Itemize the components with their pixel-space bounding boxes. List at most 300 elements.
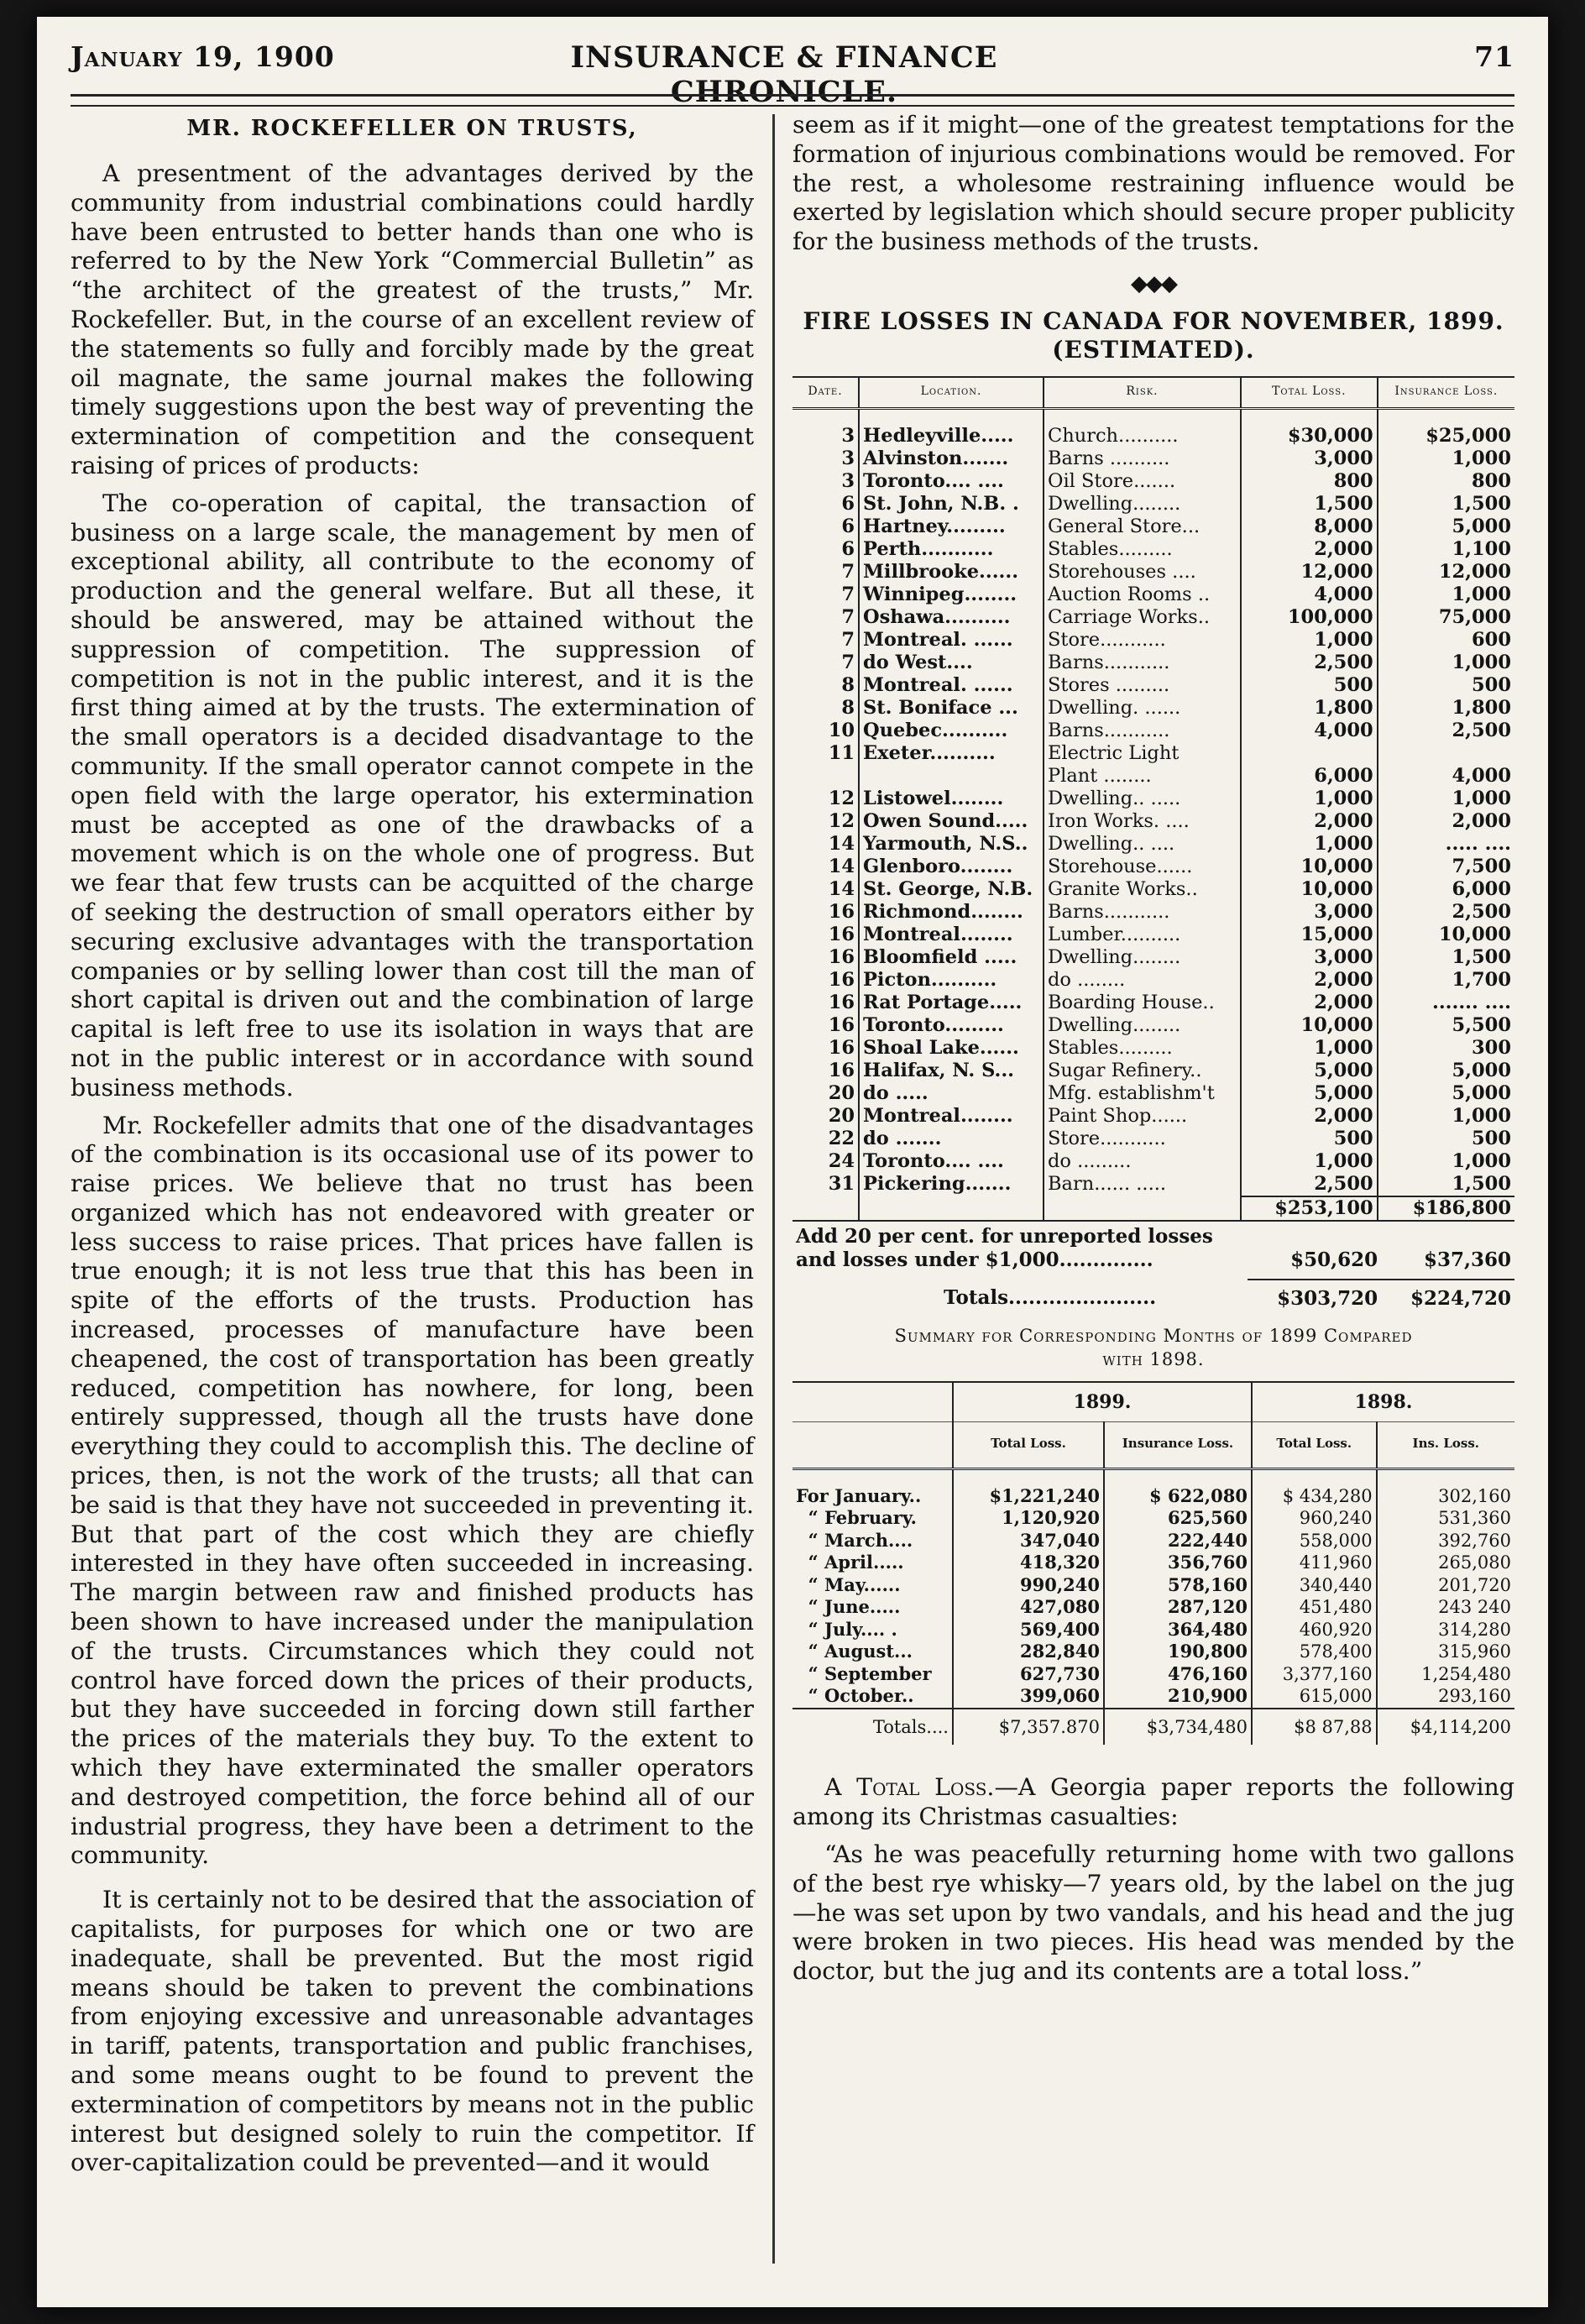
summary-cell-d: 314,280 xyxy=(1377,1619,1514,1641)
fire-cell-d: 10 xyxy=(828,719,855,741)
fire-cell-tot: 5,000 xyxy=(1241,1060,1378,1082)
fire-losses-table xyxy=(792,376,1514,1220)
fire-cell-loc: Montreal. ...... xyxy=(859,674,1044,697)
fire-cell-risk: Electric Light xyxy=(1044,742,1241,765)
fire-cell-loc: do ..... xyxy=(859,1082,1044,1105)
fire-cell-d: 7 xyxy=(841,628,855,651)
total-loss-heading: A Total Loss. xyxy=(824,1773,995,1802)
article-continuation: seem as if it might—one of the greatest temptations for the formation of injurious combinations would be removed. For the rest, a wholesome restraining influence would be exerted by legislation which should secure proper publicity for the business methods of the trusts. xyxy=(792,111,1514,256)
fire-cell-tot: 10,000 xyxy=(1241,1014,1378,1037)
summary-cell-d: 531,360 xyxy=(1377,1507,1514,1530)
summary-row xyxy=(792,1552,1514,1574)
fire-cell-risk: Barns........... xyxy=(1044,720,1241,742)
fire-cell-d: 6 xyxy=(841,515,855,537)
summary-row xyxy=(792,1641,1514,1663)
summary-cell-a: 627,730 xyxy=(953,1663,1104,1686)
article-paragraph: The co-operation of capital, the transaction of business on a large scale, the management by men of exceptional ability, all contribute to the economy of production and the general welfare. But all these, it should be answered, may be attained without the suppression of competition. The suppression of competition is not in the public interest, and it is the first thing aimed at by the trusts. The extermination of the small operators is a decided disadvantage to the community. If the small operator cannot compete in the open field with the large operator, his extermination must be accepted as one of the drawbacks of a movement which is on the whole one of progress. But we fear that few trusts can be acquitted of the charge of seeking the destruction of small operators either by securing exclusive advantages with the transportation companies or by selling lower than cost till the man of short capital is driven out and the combination of large capital is left free to use its isolation in ways that are not in the public interest or in accordance with sound business methods. xyxy=(71,489,754,1102)
summary-cell-c: 451,480 xyxy=(1252,1596,1377,1619)
right-column xyxy=(792,111,1514,1995)
fire-table-row xyxy=(792,408,1514,448)
total-loss-text: —A Georgia paper reports the following among its Christmas casualties: xyxy=(792,1773,1514,1831)
fire-cell-d: 8 xyxy=(841,673,855,696)
fire-table-row xyxy=(792,1082,1514,1105)
fire-cell-tot: 500 xyxy=(1241,1128,1378,1150)
summary-caption: Summary for Corresponding Months of 1899 Compared with 1898. xyxy=(894,1325,1413,1369)
fire-cell-d: 16 xyxy=(828,968,855,991)
summary-row xyxy=(792,1574,1514,1597)
fire-cell-d: 16 xyxy=(828,1059,855,1081)
fire-table-row xyxy=(792,584,1514,606)
fire-cell-tot: 10,000 xyxy=(1241,856,1378,878)
fire-table-row xyxy=(792,470,1514,493)
fire-cell-tot xyxy=(1241,742,1378,765)
col-date: Date. xyxy=(792,377,859,409)
fire-cell-tot: 2,000 xyxy=(1241,810,1378,833)
fire-table-row xyxy=(792,493,1514,516)
fire-cell-risk: Barns........... xyxy=(1044,901,1241,924)
fire-cell-d: 16 xyxy=(828,900,855,923)
summary-body xyxy=(792,1468,1514,1709)
fire-cell-risk: Barns .......... xyxy=(1044,448,1241,470)
summary-cell-b: 190,800 xyxy=(1104,1641,1252,1663)
fire-cell-risk: Oil Store....... xyxy=(1044,470,1241,493)
fire-cell-d: 22 xyxy=(828,1127,855,1149)
fire-table-row xyxy=(792,1060,1514,1082)
summary-cell-b: 476,160 xyxy=(1104,1663,1252,1686)
fire-cell-d: 16 xyxy=(828,945,855,968)
subtotal-total: $253,100 xyxy=(1241,1196,1378,1220)
summary-cell-c: 578,400 xyxy=(1252,1641,1377,1663)
fire-cell-d: 12 xyxy=(828,809,855,832)
fire-cell-loc: Toronto.... .... xyxy=(859,1150,1044,1173)
summary-cell-d: 315,960 xyxy=(1377,1641,1514,1663)
fire-cell-d: 16 xyxy=(828,1036,855,1059)
summary-cell-c: 3,377,160 xyxy=(1252,1663,1377,1686)
fire-cell-d: 16 xyxy=(828,991,855,1013)
fire-cell-ins: 5,000 xyxy=(1378,1082,1514,1105)
summary-total-c: $8 87,88 xyxy=(1252,1709,1377,1746)
summary-cell-m: “ June..... xyxy=(796,1596,901,1618)
fire-table-row xyxy=(792,969,1514,992)
fire-cell-ins: 1,100 xyxy=(1378,538,1514,561)
fire-cell-ins: 12,000 xyxy=(1378,561,1514,584)
fire-cell-ins: 7,500 xyxy=(1378,856,1514,878)
fire-cell-risk: Sugar Refinery.. xyxy=(1044,1060,1241,1082)
summary-cell-a: 1,120,920 xyxy=(953,1507,1104,1530)
fire-cell-risk: Iron Works. .... xyxy=(1044,810,1241,833)
sum-col: Total Loss. xyxy=(1252,1421,1377,1468)
fire-cell-tot: 2,000 xyxy=(1241,992,1378,1014)
add-line-2: and losses under $1,000.............. xyxy=(796,1248,1153,1271)
summary-row xyxy=(792,1468,1514,1507)
fire-cell-loc: Perth........... xyxy=(859,538,1044,561)
summary-row xyxy=(792,1596,1514,1619)
fire-cell-d: 20 xyxy=(828,1081,855,1104)
fire-table-row xyxy=(792,901,1514,924)
summary-cell-c: 340,440 xyxy=(1252,1574,1377,1597)
fire-cell-risk: Dwelling........ xyxy=(1044,946,1241,969)
summary-cell-a: 427,080 xyxy=(953,1596,1104,1619)
fire-cell-d xyxy=(792,765,859,788)
fire-cell-ins: 600 xyxy=(1378,629,1514,652)
fire-table-body xyxy=(792,408,1514,1196)
fire-cell-tot: 2,500 xyxy=(1241,652,1378,674)
summary-cell-b: 364,480 xyxy=(1104,1619,1252,1641)
fire-cell-risk: do ........ xyxy=(1044,969,1241,992)
fire-cell-ins: 1,800 xyxy=(1378,697,1514,720)
fire-cell-ins: ....... .... xyxy=(1378,992,1514,1014)
fire-cell-d: 7 xyxy=(841,651,855,673)
summary-cell-m: “ July.... . xyxy=(796,1618,897,1640)
summary-table xyxy=(792,1381,1514,1746)
fire-cell-d: 3 xyxy=(841,424,855,447)
summary-cell-b: 625,560 xyxy=(1104,1507,1252,1530)
fire-cell-tot: 8,000 xyxy=(1241,516,1378,538)
summary-cell-c: 960,240 xyxy=(1252,1507,1377,1530)
fire-cell-risk: Auction Rooms .. xyxy=(1044,584,1241,606)
add-total: $50,620 xyxy=(1290,1248,1378,1271)
fire-cell-ins: 500 xyxy=(1378,1128,1514,1150)
fire-cell-loc: Hartney......... xyxy=(859,516,1044,538)
total-loss-paragraph xyxy=(792,1773,1514,1832)
fire-cell-d: 7 xyxy=(841,583,855,605)
fire-cell-tot: 800 xyxy=(1241,470,1378,493)
fire-table-row xyxy=(792,629,1514,652)
fire-table-row xyxy=(792,878,1514,901)
fire-cell-tot: $30,000 xyxy=(1241,408,1378,448)
fire-cell-risk: Storehouse...... xyxy=(1044,856,1241,878)
fire-cell-risk: Lumber.......... xyxy=(1044,924,1241,946)
fire-cell-loc xyxy=(859,765,1044,788)
summary-cell-m: “ March.... xyxy=(796,1529,913,1551)
summary-cell-a: 282,840 xyxy=(953,1641,1104,1663)
fire-cell-loc: Owen Sound..... xyxy=(859,810,1044,833)
newspaper-page xyxy=(37,17,1548,2307)
column-rule xyxy=(772,114,775,2264)
fire-table-row xyxy=(792,538,1514,561)
fire-cell-risk: Mfg. establishm't xyxy=(1044,1082,1241,1105)
summary-cell-m: “ May...... xyxy=(796,1573,901,1595)
col-insurance-loss: Insurance Loss. xyxy=(1378,377,1514,409)
fire-cell-loc: Rat Portage..... xyxy=(859,992,1044,1014)
fire-cell-loc: Listowel........ xyxy=(859,788,1044,810)
fire-table-row xyxy=(792,516,1514,538)
fire-cell-risk: Stores ......... xyxy=(1044,674,1241,697)
fire-cell-loc: Oshawa.......... xyxy=(859,606,1044,629)
fire-cell-ins: 1,500 xyxy=(1378,493,1514,516)
fire-cell-loc: Toronto......... xyxy=(859,1014,1044,1037)
summary-cell-d: 243 240 xyxy=(1377,1596,1514,1619)
fire-table-row xyxy=(792,448,1514,470)
fire-cell-ins: 1,000 xyxy=(1378,788,1514,810)
fire-table-row xyxy=(792,946,1514,969)
fire-table-row xyxy=(792,652,1514,674)
fire-cell-d: 14 xyxy=(828,855,855,877)
fire-cell-risk: Dwelling.. .... xyxy=(1044,833,1241,856)
fire-cell-loc: Montreal........ xyxy=(859,1105,1044,1128)
fire-cell-tot: 10,000 xyxy=(1241,878,1378,901)
total-loss-quote: “As he was peacefully returning home with two gallons of the best rye whisky—7 years old, by the label on the jug—he was set upon by two vandals, and his head and the jug were broken in two pieces. His head was mended by the doctor, but the jug and its contents are a total loss.” xyxy=(792,1840,1514,1986)
fire-cell-ins: 300 xyxy=(1378,1037,1514,1060)
ornament-divider: ◆◆◆ xyxy=(1131,270,1176,296)
summary-cell-b: $ 622,080 xyxy=(1104,1468,1252,1507)
fire-cell-risk: Plant ........ xyxy=(1044,765,1241,788)
fire-table-row xyxy=(792,788,1514,810)
fire-table-row xyxy=(792,606,1514,629)
fire-cell-loc: Montreal. ...... xyxy=(859,629,1044,652)
fire-cell-loc: Winnipeg........ xyxy=(859,584,1044,606)
fire-cell-ins: 500 xyxy=(1378,674,1514,697)
fire-cell-ins: ..... .... xyxy=(1378,833,1514,856)
summary-row xyxy=(792,1685,1514,1709)
summary-cell-a: 399,060 xyxy=(953,1685,1104,1709)
fire-cell-d: 8 xyxy=(841,696,855,719)
summary-cell-a: $1,221,240 xyxy=(953,1468,1104,1507)
fire-cell-tot: 5,000 xyxy=(1241,1082,1378,1105)
fire-cell-tot: 3,000 xyxy=(1241,901,1378,924)
fire-cell-loc: Alvinston....... xyxy=(859,448,1044,470)
fire-cell-ins: 75,000 xyxy=(1378,606,1514,629)
summary-cell-c: 558,000 xyxy=(1252,1530,1377,1552)
fire-cell-d: 12 xyxy=(828,787,855,809)
sum-col: Ins. Loss. xyxy=(1377,1421,1514,1468)
fire-cell-ins: 5,500 xyxy=(1378,1014,1514,1037)
fire-cell-ins: 1,000 xyxy=(1378,584,1514,606)
fire-cell-ins: $25,000 xyxy=(1378,408,1514,448)
fire-cell-ins: 800 xyxy=(1378,470,1514,493)
col-risk: Risk. xyxy=(1044,377,1241,409)
fire-cell-ins: 2,500 xyxy=(1378,901,1514,924)
fire-cell-risk: Dwelling. ...... xyxy=(1044,697,1241,720)
summary-cell-d: 293,160 xyxy=(1377,1685,1514,1709)
fire-cell-risk: Barns........... xyxy=(1044,652,1241,674)
fire-cell-risk: General Store... xyxy=(1044,516,1241,538)
fire-table-row xyxy=(792,1014,1514,1037)
col-total-loss: Total Loss. xyxy=(1241,377,1378,409)
fire-cell-risk: Store........... xyxy=(1044,1128,1241,1150)
fire-cell-tot: 12,000 xyxy=(1241,561,1378,584)
fire-cell-d: 6 xyxy=(841,537,855,560)
summary-cell-b: 222,440 xyxy=(1104,1530,1252,1552)
fire-table-row xyxy=(792,742,1514,765)
fire-cell-risk: Church.......... xyxy=(1044,408,1241,448)
page-number: 71 xyxy=(1474,40,1514,73)
fire-table-row xyxy=(792,561,1514,584)
fire-cell-loc: Yarmouth, N.S.. xyxy=(859,833,1044,856)
summary-cell-a: 347,040 xyxy=(953,1530,1104,1552)
summary-cell-a: 990,240 xyxy=(953,1574,1104,1597)
fire-cell-loc: Bloomfield ..... xyxy=(859,946,1044,969)
additions-table xyxy=(792,1220,1514,1311)
sum-col: Total Loss. xyxy=(953,1421,1104,1468)
fire-cell-tot: 2,000 xyxy=(1241,969,1378,992)
summary-cell-a: 569,400 xyxy=(953,1619,1104,1641)
fire-cell-risk: Paint Shop...... xyxy=(1044,1105,1241,1128)
fire-cell-risk: Store........... xyxy=(1044,629,1241,652)
fire-cell-loc: Glenboro........ xyxy=(859,856,1044,878)
fire-cell-risk: Dwelling........ xyxy=(1044,1014,1241,1037)
fire-cell-loc: St. Boniface ... xyxy=(859,697,1044,720)
fire-cell-risk: Stables......... xyxy=(1044,1037,1241,1060)
fire-cell-tot: 2,000 xyxy=(1241,1105,1378,1128)
header-rule xyxy=(71,94,1514,107)
summary-total-a: $7,357.870 xyxy=(953,1709,1104,1746)
fire-cell-risk: Carriage Works.. xyxy=(1044,606,1241,629)
fire-table-row xyxy=(792,856,1514,878)
summary-cell-d: 201,720 xyxy=(1377,1574,1514,1597)
fire-table-row xyxy=(792,924,1514,946)
fire-cell-tot: 3,000 xyxy=(1241,448,1378,470)
fire-table-row xyxy=(792,833,1514,856)
fire-cell-risk: Barn...... ..... xyxy=(1044,1173,1241,1196)
summary-cell-a: 418,320 xyxy=(953,1552,1104,1574)
summary-cell-b: 287,120 xyxy=(1104,1596,1252,1619)
totals-total: $303,720 xyxy=(1277,1286,1378,1310)
fire-cell-tot: 2,500 xyxy=(1241,1173,1378,1196)
fire-cell-tot: 4,000 xyxy=(1241,720,1378,742)
fire-cell-d: 16 xyxy=(828,923,855,945)
fire-cell-d: 3 xyxy=(841,447,855,469)
fire-cell-d: 14 xyxy=(828,832,855,855)
fire-cell-tot: 2,000 xyxy=(1241,538,1378,561)
fire-cell-loc: Toronto.... .... xyxy=(859,470,1044,493)
year-1899: 1899. xyxy=(953,1382,1252,1422)
summary-cell-b: 356,760 xyxy=(1104,1552,1252,1574)
fire-table-row xyxy=(792,1173,1514,1196)
fire-table-row xyxy=(792,1128,1514,1150)
fire-cell-tot: 500 xyxy=(1241,674,1378,697)
summary-cell-m: “ April..... xyxy=(796,1552,904,1573)
fire-table-title: FIRE LOSSES IN CANADA FOR NOVEMBER, 1899. (ESTIMATED). xyxy=(803,306,1504,364)
article-paragraph: It is certainly not to be desired that the association of capitalists, for purposes for which one or two are inadequate, shall be prevented. But the most rigid means should be taken to prevent the combinations from enjoying excessive and unreasonable advantages in tariff, patents, transportation and public franchises, and some means ought to be found to prevent the extermination of competitors by means not in the public interest but designed solely to ruin the competitor. If over-capitalization could be prevented—and it would xyxy=(71,1886,754,2177)
fire-cell-tot: 1,000 xyxy=(1241,788,1378,810)
fire-table-row xyxy=(792,810,1514,833)
fire-cell-risk: do ......... xyxy=(1044,1150,1241,1173)
fire-cell-d: 11 xyxy=(828,741,855,764)
fire-cell-d: 6 xyxy=(841,492,855,515)
left-column xyxy=(71,111,754,2186)
fire-cell-loc: do ....... xyxy=(859,1128,1044,1150)
totals-label: Totals...................... xyxy=(944,1286,1157,1310)
summary-cell-b: 578,160 xyxy=(1104,1574,1252,1597)
fire-cell-ins: 1,000 xyxy=(1378,1105,1514,1128)
fire-cell-risk: Dwelling........ xyxy=(1044,493,1241,516)
fire-table-row xyxy=(792,697,1514,720)
fire-cell-loc: St. John, N.B. . xyxy=(859,493,1044,516)
fire-table-row xyxy=(792,674,1514,697)
fire-table-row xyxy=(792,1105,1514,1128)
fire-cell-ins: 2,000 xyxy=(1378,810,1514,833)
summary-row xyxy=(792,1507,1514,1530)
running-header xyxy=(71,40,1514,109)
fire-cell-ins: 5,000 xyxy=(1378,1060,1514,1082)
fire-cell-tot: 1,000 xyxy=(1241,833,1378,856)
fire-cell-ins: 10,000 xyxy=(1378,924,1514,946)
sum-col: Insurance Loss. xyxy=(1104,1421,1252,1468)
fire-table-row xyxy=(792,765,1514,788)
fire-cell-loc: Montreal........ xyxy=(859,924,1044,946)
add-insurance: $37,360 xyxy=(1423,1248,1511,1271)
add-line-1: Add 20 per cent. for unreported losses xyxy=(796,1224,1213,1248)
issue-date: January 19, 1900 xyxy=(71,40,335,73)
summary-cell-c: 411,960 xyxy=(1252,1552,1377,1574)
article-paragraph: A presentment of the advantages derived by the community from industrial combinations could hardly have been entrusted to better hands than one who is referred to by the New York “Commercial Bulletin” as “the architect of the greatest of the trusts,” Mr. Rockefeller. But, in the course of an excellent review of the statements so fully and forcibly made by the great oil magnate, the same journal makes the following timely suggestions upon the best way of preventing the extermination of competition and the consequent raising of prices of products: xyxy=(71,160,754,479)
summary-cell-c: 615,000 xyxy=(1252,1685,1377,1709)
fire-cell-loc: Quebec.......... xyxy=(859,720,1044,742)
fire-cell-d: 20 xyxy=(828,1104,855,1127)
fire-cell-ins: 4,000 xyxy=(1378,765,1514,788)
col-location: Location. xyxy=(859,377,1044,409)
fire-cell-d: 14 xyxy=(828,877,855,900)
summary-cell-d: 1,254,480 xyxy=(1377,1663,1514,1686)
fire-table-row xyxy=(792,992,1514,1014)
fire-cell-risk: Storehouses .... xyxy=(1044,561,1241,584)
subtotal-insurance: $186,800 xyxy=(1378,1196,1514,1220)
fire-cell-loc: Hedleyville..... xyxy=(859,408,1044,448)
fire-cell-d: 3 xyxy=(841,469,855,492)
fire-cell-loc: Halifax, N. S... xyxy=(859,1060,1044,1082)
fire-cell-tot: 4,000 xyxy=(1241,584,1378,606)
summary-cell-m: “ September xyxy=(796,1662,932,1684)
fire-cell-ins: 1,000 xyxy=(1378,652,1514,674)
fire-cell-d: 16 xyxy=(828,1013,855,1036)
fire-cell-tot: 15,000 xyxy=(1241,924,1378,946)
fire-cell-loc: Picton.......... xyxy=(859,969,1044,992)
summary-cell-d: 265,080 xyxy=(1377,1552,1514,1574)
summary-cell-d: 392,760 xyxy=(1377,1530,1514,1552)
fire-cell-risk: Granite Works.. xyxy=(1044,878,1241,901)
fire-cell-ins: 1,700 xyxy=(1378,969,1514,992)
summary-row xyxy=(792,1619,1514,1641)
year-1898: 1898. xyxy=(1252,1382,1514,1422)
summary-row xyxy=(792,1663,1514,1686)
fire-cell-risk: Stables......... xyxy=(1044,538,1241,561)
summary-cell-b: 210,900 xyxy=(1104,1685,1252,1709)
summary-cell-m: For January.. xyxy=(796,1484,922,1506)
fire-cell-tot: 1,000 xyxy=(1241,1037,1378,1060)
fire-cell-ins xyxy=(1378,742,1514,765)
summary-cell-c: 460,920 xyxy=(1252,1619,1377,1641)
summary-cell-m: “ February. xyxy=(796,1507,917,1529)
summary-cell-m: “ August... xyxy=(796,1641,913,1662)
fire-cell-loc: do West.... xyxy=(859,652,1044,674)
fire-cell-ins: 1,000 xyxy=(1378,448,1514,470)
totals-insurance: $224,720 xyxy=(1410,1286,1511,1310)
summary-cell-d: 302,160 xyxy=(1377,1468,1514,1507)
fire-cell-ins: 1,500 xyxy=(1378,946,1514,969)
fire-cell-tot: 3,000 xyxy=(1241,946,1378,969)
article-title: MR. ROCKEFELLER ON TRUSTS, xyxy=(186,116,638,141)
summary-total-d: $4,114,200 xyxy=(1377,1709,1514,1746)
fire-cell-ins: 1,500 xyxy=(1378,1173,1514,1196)
fire-cell-risk: Boarding House.. xyxy=(1044,992,1241,1014)
fire-cell-ins: 1,000 xyxy=(1378,1150,1514,1173)
fire-table-row xyxy=(792,1037,1514,1060)
fire-table-row xyxy=(792,1150,1514,1173)
fire-cell-tot: 1,000 xyxy=(1241,629,1378,652)
fire-cell-ins: 6,000 xyxy=(1378,878,1514,901)
fire-cell-ins: 5,000 xyxy=(1378,516,1514,538)
fire-cell-d: 7 xyxy=(841,560,855,583)
fire-cell-loc: St. George, N.B. xyxy=(859,878,1044,901)
fire-cell-loc: Exeter.......... xyxy=(859,742,1044,765)
summary-row xyxy=(792,1530,1514,1552)
fire-cell-d: 7 xyxy=(841,605,855,628)
summary-totals-label: Totals.... xyxy=(872,1716,949,1737)
fire-cell-loc: Richmond........ xyxy=(859,901,1044,924)
fire-cell-loc: Millbrooke...... xyxy=(859,561,1044,584)
fire-table-row xyxy=(792,720,1514,742)
